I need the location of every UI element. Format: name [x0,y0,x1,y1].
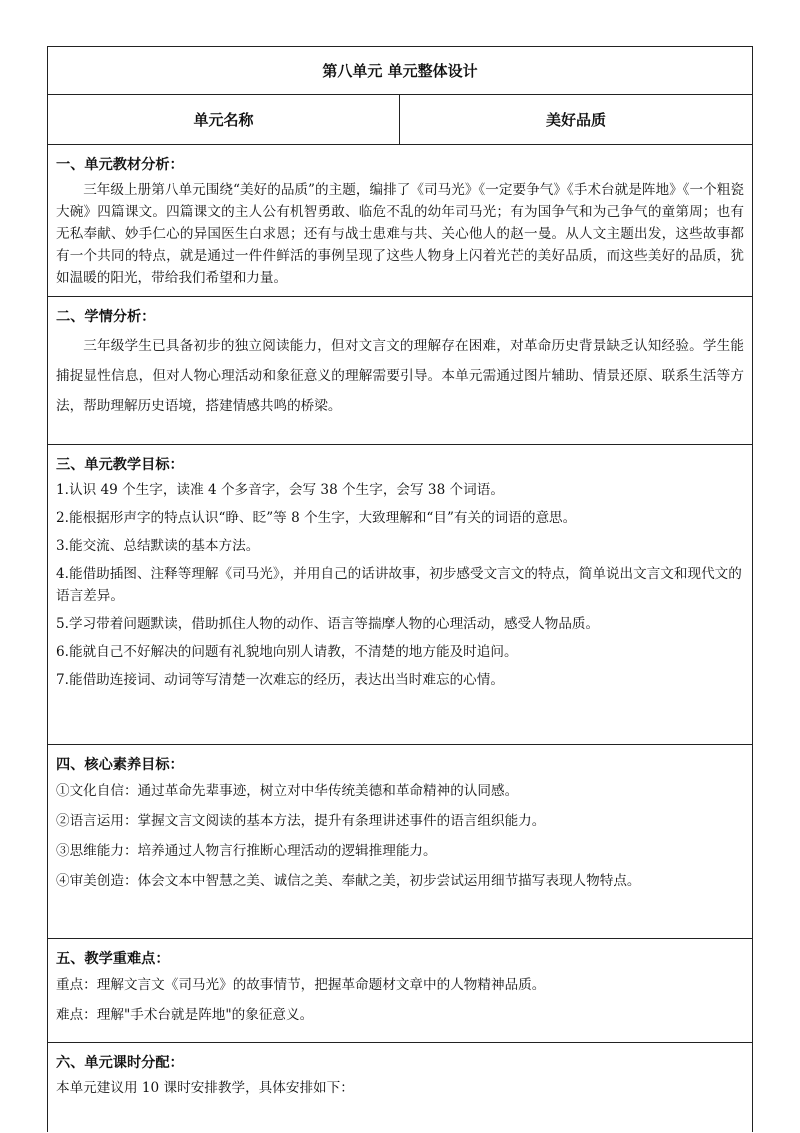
goal-item: 3.能交流、总结默读的基本方法。 [56,538,260,554]
goal-item: 2.能根据形声字的特点认识“睁、眨”等 8 个生字，大致理解和“目”有关的词语的意思。 [56,510,577,526]
unit-design-table [47,46,753,1132]
section-heading: 二、学情分析： [56,309,156,325]
goal-item: 5.学习带着问题默读，借助抓住人物的动作、语言等揣摩人物的心理活动，感受人物品质。 [56,616,600,632]
unit-name-value: 美好品质 [545,111,606,129]
section-core-literacy [48,745,752,939]
section-heading: 四、核心素养目标： [56,757,184,773]
document-title: 第八单元 单元整体设计 [322,62,478,80]
section-student-analysis [48,297,752,445]
core-item: ②语言运用：掌握文言文阅读的基本方法，提升有条理讲述事件的语言组织能力。 [56,813,546,829]
unit-name-label: 单元名称 [48,95,400,144]
section-text: 本单元建议用 10 课时安排教学，具体安排如下： [56,1080,354,1096]
difficult-point: 难点：理解"手术台就是阵地"的象征意义。 [56,1007,314,1023]
section-heading: 一、单元教材分析： [56,157,184,173]
core-item: ③思维能力：培养通过人物言行推断心理活动的逻辑推理能力。 [56,843,437,859]
section-teaching-goals [48,445,752,745]
goal-item: 6.能就自己不好解决的问题有礼貌地向别人请教，不清楚的地方能及时追问。 [56,644,518,660]
unit-name-row [48,95,752,145]
key-point: 重点：理解文言文《司马光》的故事情节，把握革命题材文章中的人物精神品质。 [56,977,546,993]
goal-item: 7.能借助连接词、动词等写清楚一次难忘的经历，表达出当时难忘的心情。 [56,672,504,688]
goal-item: 1.认识 49 个生字，读准 4 个多音字，会写 38 个生字，会写 38 个词语。 [56,482,504,498]
section-heading: 三、单元教学目标： [56,457,184,473]
section-textbook-analysis [48,145,752,297]
section-text: 三年级学生已具备初步的独立阅读能力，但对文言文的理解存在困难，对革命历史背景缺乏认知经验。学生能捕捉显性信息，但对人物心理活动和象征意义的理解需要引导。本单元需通过图片辅助、情景还原、联系生活等方法，帮助理解历史语境，搭建情感共鸣的桥梁。 [56,338,744,414]
section-lesson-allocation [48,1043,752,1133]
core-item: ①文化自信：通过革命先辈事迹，树立对中华传统美德和革命精神的认同感。 [56,783,519,799]
section-text: 三年级上册第八单元围绕“美好的品质”的主题，编排了《司马光》《一定要争气》《手术台就是阵地》《一个粗瓷大碗》四篇课文。四篇课文的主人公有机智勇敢、临危不乱的幼年司马光；有为国争气和为己争气的童第周；也有无私奉献、妙手仁心的异国医生白求恩；还有与战士患难与共、关心他人的赵一曼。从人文主题出发，这些故事都有一个共同的特点，就是通过一件件鲜活的事例呈现了这些人物身上闪着光芒的美好品质，而这些美好的品质，犹如温暖的阳光，带给我们希望和力量。 [56,182,744,286]
goal-item: 4.能借助插图、注释等理解《司马光》，并用自己的话讲故事，初步感受文言文的特点，简单说出文言文和现代文的语言差异。 [56,566,742,604]
section-key-difficult-points [48,939,752,1043]
core-item: ④审美创造：体会文本中智慧之美、诚信之美、奉献之美，初步尝试运用细节描写表现人物特点。 [56,873,641,889]
section-heading: 六、单元课时分配： [56,1055,184,1071]
section-heading: 五、教学重难点： [56,951,170,967]
title-row [48,47,752,95]
